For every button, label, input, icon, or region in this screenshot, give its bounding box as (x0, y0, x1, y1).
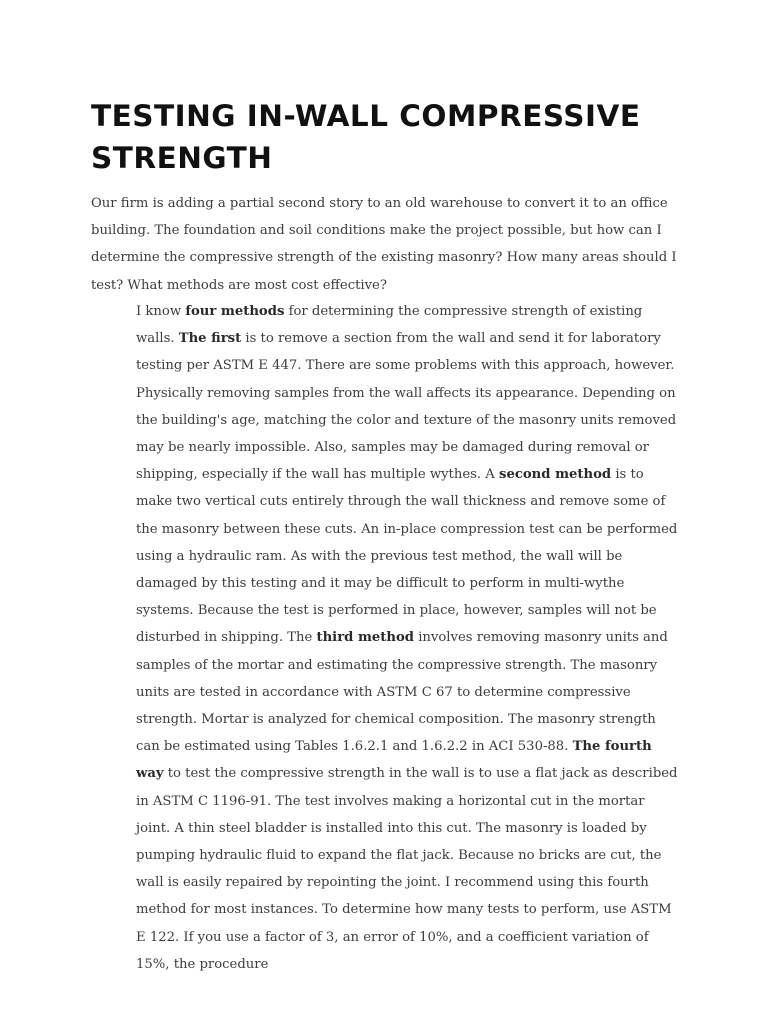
answer-text: involves removing masonry units and samples of the mortar and estimating the compressive strength. The masonry units are tested in accordance with ASTM C 67 to determine compressive strength. Mortar is analyzed for chemical composition. The masonry strength can be estimated using Tables 1.6.2.1 and 1.6.2.2 in ACI 530-88. (136, 630, 668, 755)
answer-text: I know (136, 304, 186, 319)
bold-phrase-second-method: second method (499, 467, 612, 483)
answer-paragraph (136, 298, 681, 978)
bold-phrase-third-method: third method (316, 630, 414, 646)
bold-phrase-first-method: The first (178, 331, 242, 347)
question-paragraph: Our firm is adding a partial second story to an old warehouse to convert it to an office building. The foundation and soil conditions make the project possible, but how can I determine the compressive strength of the existing masonry? How many areas should I test? What methods are most cost effective? (91, 196, 677, 293)
answer-text: to test the compressive strength in the wall is to use a flat jack as described in ASTM C 1196-91. The test involves making a horizontal cut in the mortar joint. A thin steel bladder is installed into this cut. The masonry is loaded by pumping hydraulic fluid to expand the flat jack. Because no bricks are cut, the wall is easily repaired by repointing the joint. I recommend using this fourth method for most instances. To determine how many tests to perform, use ASTM E 122. If you use a factor of 3, an error of 10%, and a coefficient variation of 15%, the procedure (136, 766, 678, 972)
bold-phrase-fourth-way: The fourth way (136, 739, 652, 782)
bold-phrase-four-methods: four methods (185, 304, 285, 319)
answer-text: is to make two vertical cuts entirely through the wall thickness and remove some of the masonry between these cuts. An in-place compression test can be performed using a hydraulic ram. As with the previous test method, the wall will be damaged by this testing and it may be difficult to perform in multi-wythe systems. Because the test is performed in place, however, samples will not be disturbed in shipping. The (136, 467, 678, 646)
answer-text: is to remove a section from the wall and send it for laboratory testing per ASTM E 447. There are some problems with this approach, however. Physically removing samples from the wall affects its appearance. Depending on the building's age, matching the color and texture of the masonry units removed may be nearly impossible. Also, samples may be damaged during removal or shipping, especially if the wall has multiple wythes. A (136, 331, 677, 483)
article-title: TESTING IN-WALL COMPRESSIVE STRENGTH (91, 99, 641, 175)
answer-text: for determining the compressive strength of existing walls. (136, 304, 643, 347)
